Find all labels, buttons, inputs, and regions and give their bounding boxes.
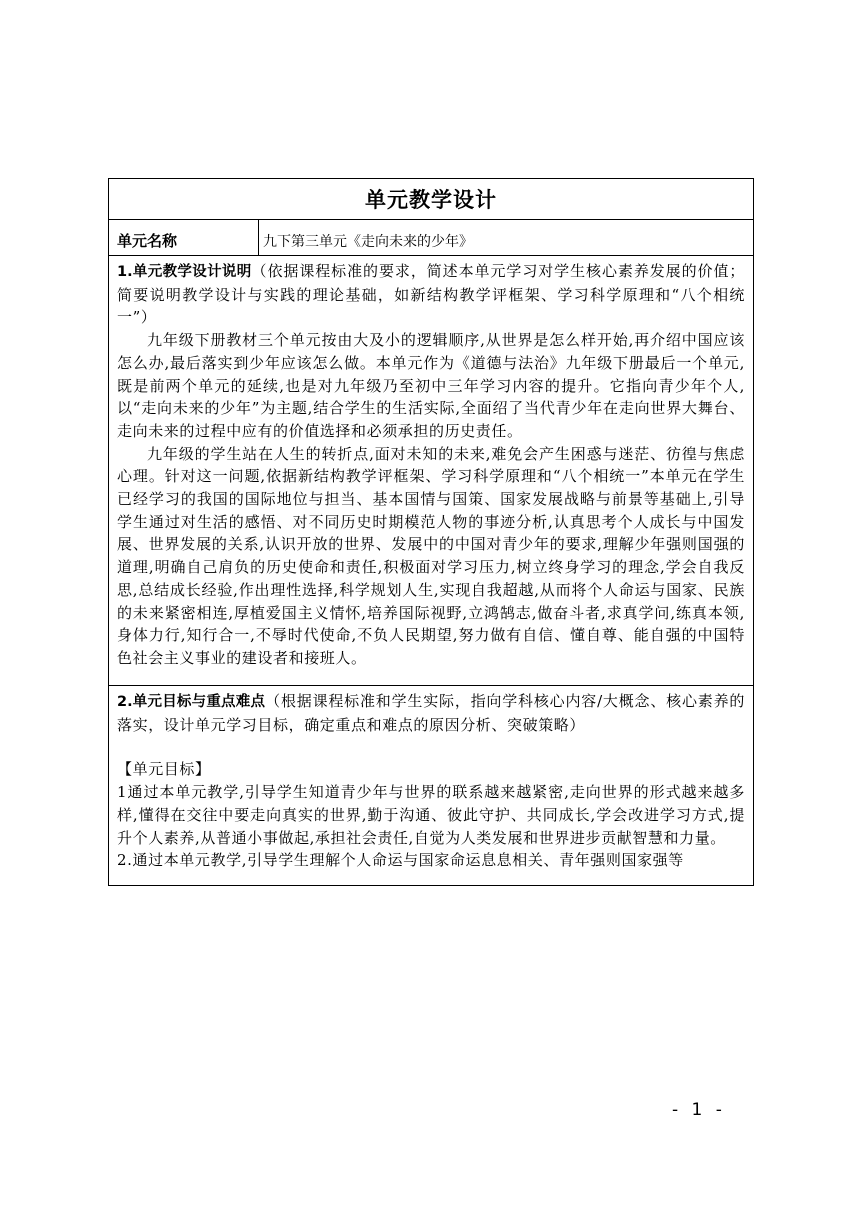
section-1-note: （依据课程标准的要求，简述本单元学习对学生核心素养发展的价值；简要说明教学设计与实践的理论基础，如新结构教学评框架、学习科学原理和“八个相统一”） [117,262,745,327]
section-1-paragraph-1: 九年级下册教材三个单元按由大及小的逻辑顺序,从世界是怎么样开始,再介绍中国应该怎么办,最后落实到少年应该怎么做。本单元作为《道德与法治》九年级下册最后一个单元,既是前两个单元的延续,也是对九年级乃至初中三年学习内容的提升。它指向青少年个人,以“走向未来的少年”为主题,结合学生的生活实际,全面绍了当代青少年在走向世界大舞台、走向未来的过程中应有的价值选择和必须承担的历史责任。 [117,331,745,440]
section-1-paragraph-2: 九年级的学生站在人生的转折点,面对未知的未来,难免会产生困惑与迷茫、彷徨与焦虑心理。针对这一问题,依据新结构教学评框架、学习科学原理和“八个相统一”本单元在学生已经学习的我国的国际地位与担当、基本国情与国策、国家发展战略与前景等基础上,引导学生通过对生活的感悟、对不同历史时期模范人物的事迹分析,认真思考个人成长与中国发展、世界发展的关系,认识开放的世界、发展中的中国对青少年的要求,理解少年强则国强的道理,明确自己肩负的历史使命和责任,积极面对学习压力,树立终身学习的理念,学会自我反思,总结成长经验,作出理性选择,科学规划人生,实现自我超越,从而将个人命运与国家、民族的未来紧密相连,厚植爱国主义情怀,培养国际视野,立鸿鹄志,做奋斗者,求真学问,练真本领,身体力行,知行合一,不辱时代使命,不负人民期望,努力做有自信、懂自尊、能自强的中国特色社会主义事业的建设者和接班人。 [117,444,745,667]
unit-name-value: 九下第三单元《走向未来的少年》 [259,220,754,256]
blank-spacer [117,736,745,758]
goals-section [109,686,754,886]
unit-name-label: 单元名称 [109,220,259,256]
document-title: 单元教学设计 [109,179,754,220]
page-number: - 1 - [672,1100,726,1120]
section-2-note: （根据课程标准和学生实际，指向学科核心内容/大概念、核心素养的落实，设计单元学习目标，确定重点和难点的原因分析、突破策略） [117,692,745,734]
section-1-heading: 1.单元教学设计说明 [117,264,252,280]
unit-design-table [108,178,754,886]
design-description-section [109,256,754,686]
goals-label: 【单元目标】 [117,760,211,779]
goal-1: 1通过本单元教学,引导学生知道青少年与世界的联系越来越紧密,走向世界的形式越来越多样,懂得在交往中要走向真实的世界,勤于沟通、彼此守护、共同成长,学会改进学习方式,提升个人素养,从普通小事做起,承担社会责任,自觉为人类发展和世界进步贡献智慧和力量。 [117,783,745,847]
section-2-header [117,690,745,736]
section-1-header [117,260,745,329]
goal-2: 2.通过本单元教学,引导学生理解个人命运与国家命运息息相关、青年强则国家强等 [117,851,684,870]
section-2-heading: 2.单元目标与重点难点 [117,694,266,710]
